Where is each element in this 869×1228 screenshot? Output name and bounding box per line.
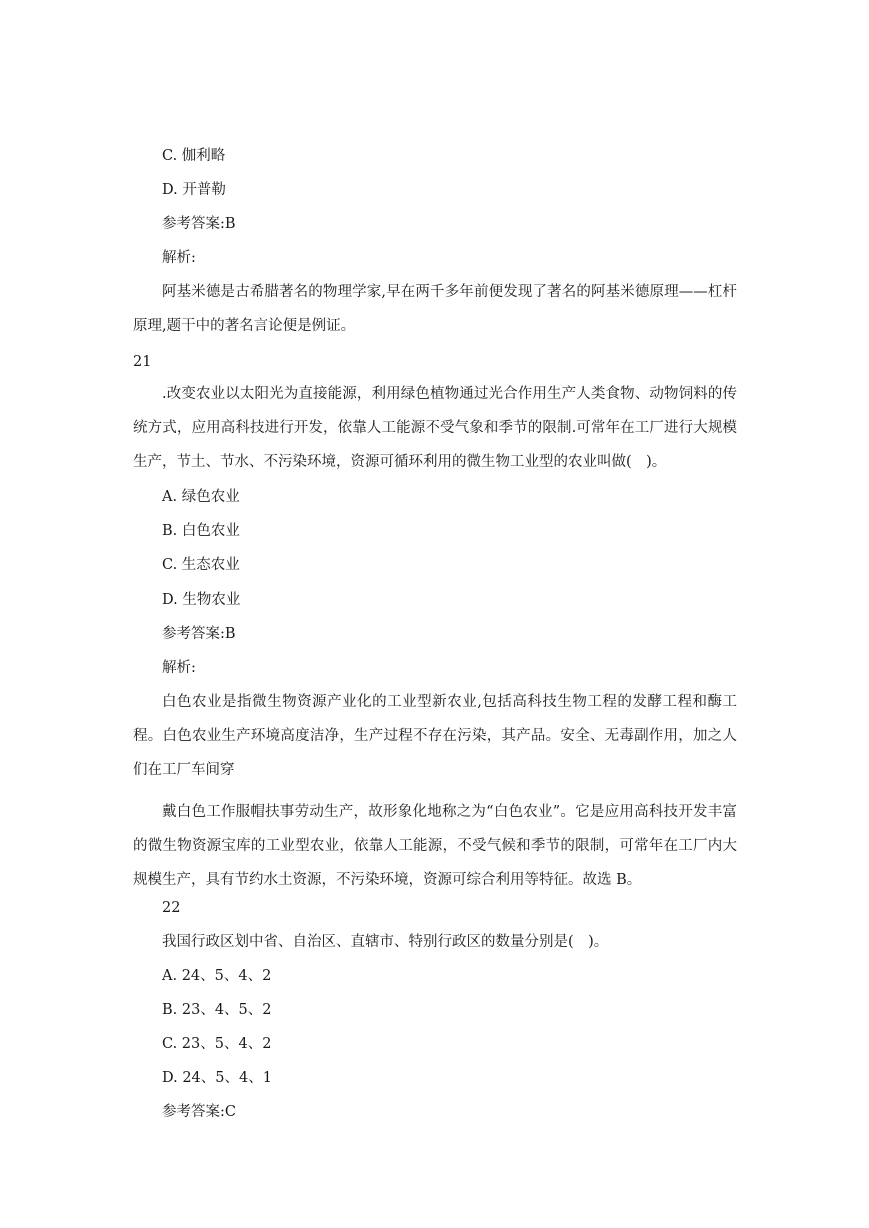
- q20-option-d: D. 开普勒: [162, 182, 226, 198]
- q20-analysis-label: 解析:: [162, 250, 196, 266]
- q20-option-c: C. 伽利略: [162, 148, 226, 164]
- q21-question-text: .改变农业以太阳光为直接能源，利用绿色植物通过光合作用生产人类食物、动物饲料的传统方式，应用高科技进行开发，依靠人工能源不受气象和季节的限制.可常年在工厂进行大规模生产，节土、节水、不污染环境，资源可循环利用的微生物工业型的农业叫做( )。: [133, 386, 737, 470]
- q22-question-text: 我国行政区划中省、自治区、直辖市、特别行政区的数量分别是( )。: [162, 934, 609, 950]
- q21-option-c: C. 生态农业: [162, 557, 240, 573]
- q22-answer: 参考答案:C: [162, 1104, 236, 1120]
- q22-option-a: A. 24、5、4、2: [162, 968, 272, 984]
- q22-option-c: C. 23、5、4、2: [162, 1036, 272, 1052]
- q20-answer: 参考答案:B: [162, 216, 236, 232]
- q21-option-b: B. 白色农业: [162, 523, 240, 539]
- q21-answer: 参考答案:B: [162, 626, 236, 642]
- q21-number: 21: [133, 354, 152, 370]
- q21-analysis-label: 解析:: [162, 660, 196, 676]
- q22-option-d: D. 24、5、4、1: [162, 1070, 272, 1086]
- q20-analysis-text: 阿基米德是古希腊著名的物理学家,早在两千多年前便发现了著名的阿基米德原理——杠杆原理,题干中的著名言论便是例证。: [133, 284, 737, 334]
- q21-option-a: A. 绿色农业: [162, 489, 240, 505]
- q22-number: 22: [162, 900, 181, 916]
- q21-analysis-paragraph-1: 白色农业是指微生物资源产业化的工业型新农业,包括高科技生物工程的发酵工程和酶工程。白色农业生产环境高度洁净，生产过程不存在污染，其产品。安全、无毒副作用，加之人们在工厂车间穿: [133, 694, 737, 778]
- q22-option-b: B. 23、4、5、2: [162, 1002, 272, 1018]
- q21-option-d: D. 生物农业: [162, 592, 241, 608]
- q21-analysis-paragraph-2: 戴白色工作服帽扶事劳动生产，故形象化地称之为“白色农业”。它是应用高科技开发丰富的微生物资源宝库的工业型农业，依靠人工能源，不受气候和季节的限制，可常年在工厂内大规模生产，具有节约水土资源，不污染环境，资源可综合利用等特征。故选 B。: [133, 804, 737, 888]
